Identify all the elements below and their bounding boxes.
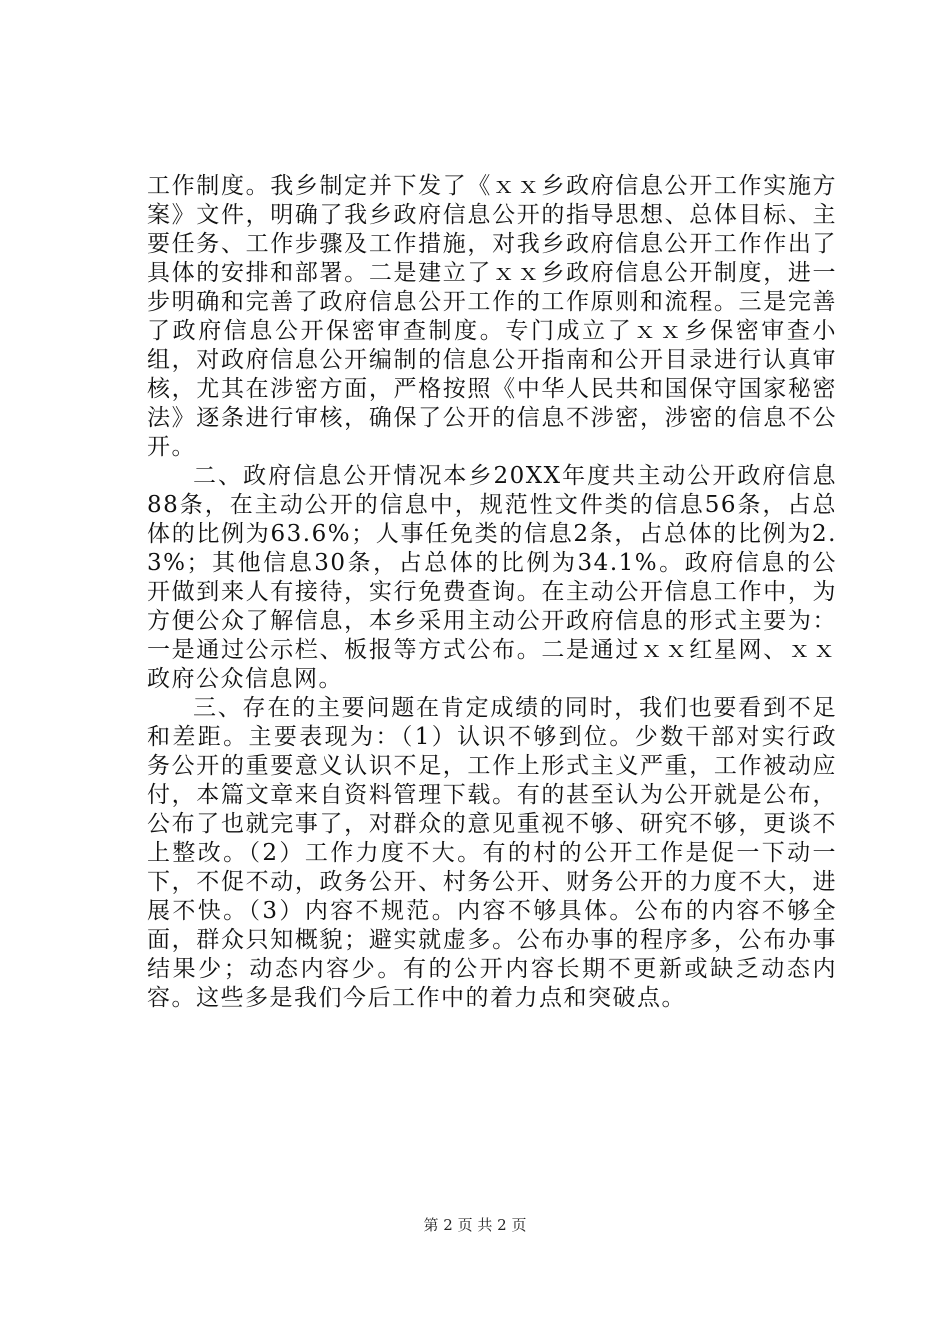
- paragraph-continuation: 工作制度。我乡制定并下发了《ｘｘ乡政府信息公开工作实施方案》文件，明确了我乡政府信息公开的指导思想、总体目标、主要任务、工作步骤及工作措施，对我乡政府信息公开工作作出了具体的安排和部署。二是建立了ｘｘ乡政府信息公开制度，进一步明确和完善了政府信息公开工作的工作原则和流程。三是完善了政府信息公开保密审查制度。专门成立了ｘｘ乡保密审查小组，对政府信息公开编制的信息公开指南和公开目录进行认真审核，尤其在涉密方面，严格按照《中华人民共和国保守国家秘密法》逐条进行审核，确保了公开的信息不涉密，涉密的信息不公开。: [147, 173, 837, 460]
- paragraph-section-two: 二、政府信息公开情况本乡20XX年度共主动公开政府信息88条，在主动公开的信息中，规范性文件类的信息56条，占总体的比例为63.6%；人事任免类的信息2条，占总体的比例为2.3%；其他信息30条，占总体的比例为34.1%。政府信息的公开做到来人有接待，实行免费查询。在主动公开信息工作中，为方便公众了解信息，本乡采用主动公开政府信息的形式主要为：一是通过公示栏、板报等方式公布。二是通过ｘｘ红星网、ｘｘ政府公众信息网。: [147, 463, 837, 692]
- document-body: [147, 172, 837, 1013]
- page-number-footer: 第 2 页 共 2 页: [423, 1216, 527, 1234]
- paragraph-section-three: 三、存在的主要问题在肯定成绩的同时，我们也要看到不足和差距。主要表现为：（1）认识不够到位。少数干部对实行政务公开的重要意义认识不足，工作上形式主义严重，工作被动应付，本篇文章来自资料管理下载。有的甚至认为公开就是公布，公布了也就完事了，对群众的意见重视不够、研究不够，更谈不上整改。（2）工作力度不大。有的村的公开工作是促一下动一下，不促不动，政务公开、村务公开、财务公开的力度不大，进展不快。（3）内容不规范。内容不够具体。公布的内容不够全面，群众只知概貌；避实就虚多。公布办事的程序多，公布办事结果少；动态内容少。有的公开内容长期不更新或缺乏动态内容。这些多是我们今后工作中的着力点和突破点。: [147, 695, 837, 1011]
